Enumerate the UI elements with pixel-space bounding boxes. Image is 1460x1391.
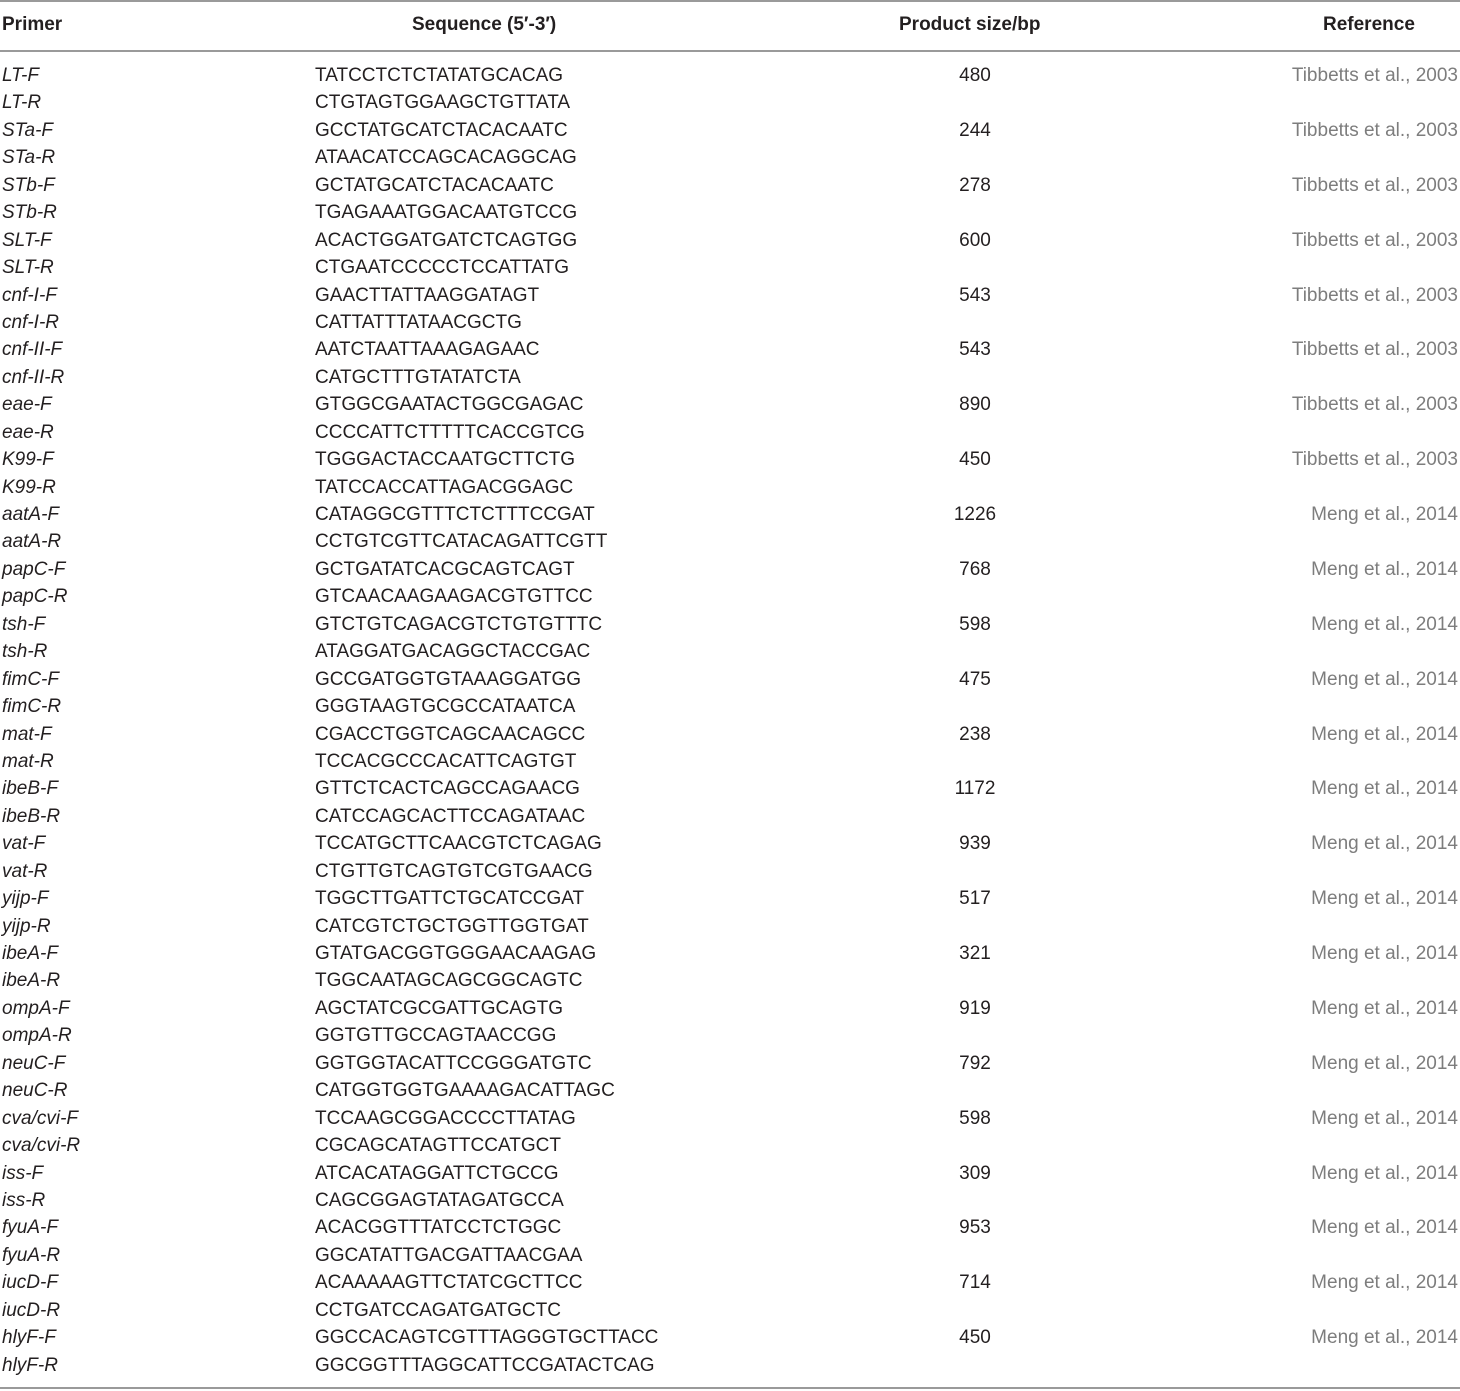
primer-cell: fimC-F xyxy=(2,668,59,690)
table-row xyxy=(0,611,1460,638)
product-size-cell: 475 xyxy=(959,668,991,690)
product-size-cell: 278 xyxy=(959,174,991,196)
product-size-cell: 517 xyxy=(959,888,991,910)
table-row xyxy=(0,172,1460,199)
primer-cell: K99-R xyxy=(2,476,56,498)
primer-cell: cnf-I-F xyxy=(2,284,57,306)
product-size-cell: 768 xyxy=(959,558,991,580)
reference-cell: Meng et al., 2014 xyxy=(1311,504,1458,525)
header-sequence: Sequence (5′-3′) xyxy=(412,14,557,35)
sequence-cell: AGCTATCGCGATTGCAGTG xyxy=(315,997,564,1019)
product-size-cell: 953 xyxy=(959,1217,991,1239)
sequence-cell: CATGCTTTGTATATCTA xyxy=(315,366,521,388)
table-row xyxy=(0,1324,1460,1351)
primer-cell: eae-F xyxy=(2,394,52,416)
primer-cell: yijp-F xyxy=(2,888,49,910)
table-row xyxy=(0,967,1460,994)
sequence-cell: ACAAAAAGTTCTATCGCTTCC xyxy=(315,1272,583,1294)
reference-cell: Meng et al., 2014 xyxy=(1311,668,1458,690)
table-row xyxy=(0,446,1460,473)
product-size-cell: 792 xyxy=(959,1052,991,1074)
primer-cell: iss-F xyxy=(2,1162,44,1184)
product-size-cell: 1172 xyxy=(954,778,996,800)
table-row xyxy=(0,1214,1460,1241)
primer-cell: SLT-F xyxy=(2,229,52,251)
product-size-cell: 598 xyxy=(959,1107,991,1129)
table-row xyxy=(0,391,1460,418)
sequence-cell: GCCGATGGTGTAAAGGATGG xyxy=(315,668,582,690)
reference-cell: Meng et al., 2014 xyxy=(1311,888,1458,910)
primer-cell: SLT-R xyxy=(2,257,54,279)
table-row xyxy=(0,748,1460,775)
table-row xyxy=(0,1352,1460,1379)
reference-cell: Tibbetts et al., 2003 xyxy=(1291,229,1458,251)
primer-cell: eae-R xyxy=(2,421,54,443)
sequence-cell: GGCGGTTTAGGCATTCCGATACTCAG xyxy=(315,1354,655,1376)
primer-cell: neuC-R xyxy=(2,1080,68,1102)
table-row xyxy=(0,1077,1460,1104)
product-size-cell: 598 xyxy=(959,613,991,635)
table-row xyxy=(0,528,1460,555)
table-row xyxy=(0,1160,1460,1187)
table-row xyxy=(0,995,1460,1022)
product-size-cell: 321 xyxy=(959,943,991,964)
table-row xyxy=(0,693,1460,720)
reference-cell: Meng et al., 2014 xyxy=(1311,1217,1458,1239)
primer-cell: fyuA-R xyxy=(2,1244,61,1266)
header-reference: Reference xyxy=(1323,14,1415,35)
primer-cell: STa-F xyxy=(2,119,54,141)
product-size-cell: 1226 xyxy=(953,504,997,525)
sequence-cell: TGAGAAATGGACAATGTCCG xyxy=(315,202,578,224)
product-size-cell: 309 xyxy=(959,1162,991,1184)
primer-cell: ibeB-F xyxy=(2,778,58,800)
product-size-cell: 939 xyxy=(959,833,991,855)
reference-cell: Tibbetts et al., 2003 xyxy=(1291,174,1458,196)
primer-cell: cva/cvi-R xyxy=(2,1135,81,1157)
sequence-cell: GCCTATGCATCTACACAATC xyxy=(315,119,568,141)
sequence-cell: ATAGGATGACAGGCTACCGAC xyxy=(315,641,591,663)
primer-cell: tsh-F xyxy=(2,613,46,635)
reference-cell: Meng et al., 2014 xyxy=(1311,943,1458,964)
sequence-cell: CTGTTGTCAGTGTCGTGAACG xyxy=(315,860,593,882)
table-row xyxy=(0,913,1460,940)
sequence-cell: TGGGACTACCAATGCTTCTG xyxy=(315,449,576,471)
sequence-cell: GCTATGCATCTACACAATC xyxy=(315,174,554,196)
primer-cell: cnf-II-R xyxy=(2,366,65,388)
sequence-cell: GTCAACAAGAAGACGTGTTCC xyxy=(315,586,593,608)
primer-cell: K99-F xyxy=(2,449,54,471)
product-size-cell: 714 xyxy=(959,1272,991,1294)
primer-cell: hlyF-R xyxy=(2,1354,58,1376)
primer-cell: mat-F xyxy=(2,723,52,745)
table-row xyxy=(0,638,1460,665)
table-row xyxy=(0,309,1460,336)
reference-cell: Tibbetts et al., 2003 xyxy=(1291,394,1458,416)
primer-cell: cva/cvi-F xyxy=(2,1107,78,1129)
reference-cell: Meng et al., 2014 xyxy=(1311,1327,1458,1349)
table-row xyxy=(0,1297,1460,1324)
sequence-cell: CTGTAGTGGAAGCTGTTATA xyxy=(315,92,571,114)
table-row xyxy=(0,803,1460,830)
primer-cell: neuC-F xyxy=(2,1052,66,1074)
header-rule xyxy=(0,50,1460,52)
table-row xyxy=(0,62,1460,89)
primer-cell: ibeB-R xyxy=(2,805,61,827)
primer-cell: STa-R xyxy=(2,147,56,169)
sequence-cell: CGACCTGGTCAGCAACAGCC xyxy=(315,723,586,745)
reference-cell: Meng et al., 2014 xyxy=(1311,1052,1458,1074)
primer-cell: papC-F xyxy=(2,558,66,580)
sequence-cell: ATAACATCCAGCACAGGCAG xyxy=(315,147,577,169)
primer-cell: iss-R xyxy=(2,1189,46,1211)
primer-cell: STb-F xyxy=(2,174,55,196)
sequence-cell: CCTGTCGTTCATACAGATTCGTT xyxy=(315,531,608,553)
table-row xyxy=(0,501,1460,528)
sequence-cell: TATCCTCTCTATATGCACAG xyxy=(315,65,564,86)
table-row xyxy=(0,775,1460,802)
table-row xyxy=(0,1050,1460,1077)
table-row xyxy=(0,1269,1460,1296)
header-product-size: Product size/bp xyxy=(899,14,1041,35)
sequence-cell: ATCACATAGGATTCTGCCG xyxy=(315,1162,559,1184)
reference-cell: Meng et al., 2014 xyxy=(1311,613,1458,635)
table-row xyxy=(0,583,1460,610)
table-row xyxy=(0,474,1460,501)
sequence-cell: ACACTGGATGATCTCAGTGG xyxy=(315,229,578,251)
reference-cell: Tibbetts et al., 2003 xyxy=(1291,119,1458,141)
table-row xyxy=(0,858,1460,885)
sequence-cell: GTTCTCACTCAGCCAGAACG xyxy=(315,778,580,800)
primer-cell: fyuA-F xyxy=(2,1217,58,1239)
sequence-cell: GGCCACAGTCGTTTAGGGTGCTTACC xyxy=(315,1327,659,1349)
sequence-cell: CCTGATCCAGATGATGCTC xyxy=(315,1299,561,1321)
reference-cell: Meng et al., 2014 xyxy=(1311,1107,1458,1129)
sequence-cell: CATCCAGCACTTCCAGATAAC xyxy=(315,805,586,827)
sequence-cell: GTGGCGAATACTGGCGAGAC xyxy=(315,394,584,416)
primer-cell: tsh-R xyxy=(2,641,48,663)
product-size-cell: 919 xyxy=(959,997,991,1019)
table-row xyxy=(0,1132,1460,1159)
reference-cell: Meng et al., 2014 xyxy=(1311,1272,1458,1294)
product-size-cell: 890 xyxy=(959,394,991,416)
primer-cell: ibeA-F xyxy=(2,943,58,964)
table-row xyxy=(0,1242,1460,1269)
primer-cell: aatA-R xyxy=(2,531,62,553)
primer-cell: cnf-II-F xyxy=(2,339,63,361)
primer-cell: iucD-F xyxy=(2,1272,58,1294)
sequence-cell: GCTGATATCACGCAGTCAGT xyxy=(315,558,575,580)
reference-cell: Meng et al., 2014 xyxy=(1311,833,1458,855)
table-row xyxy=(0,1022,1460,1049)
reference-cell: Meng et al., 2014 xyxy=(1311,1162,1458,1184)
reference-cell: Tibbetts et al., 2003 xyxy=(1291,65,1458,86)
table-row xyxy=(0,830,1460,857)
product-size-cell: 543 xyxy=(959,339,991,361)
sequence-cell: CAGCGGAGTATAGATGCCA xyxy=(315,1189,564,1211)
table-row xyxy=(0,254,1460,281)
table-row xyxy=(0,117,1460,144)
table-row xyxy=(0,1187,1460,1214)
table-body xyxy=(0,62,1460,1379)
primer-cell: ompA-R xyxy=(2,1025,72,1047)
product-size-cell: 450 xyxy=(959,1327,991,1349)
table-row xyxy=(0,721,1460,748)
reference-cell: Meng et al., 2014 xyxy=(1311,778,1458,800)
sequence-cell: CTGAATCCCCCTCCATTATG xyxy=(315,257,570,279)
sequence-cell: TATCCACCATTAGACGGAGC xyxy=(315,476,574,498)
primer-cell: vat-F xyxy=(2,833,46,855)
reference-cell: Tibbetts et al., 2003 xyxy=(1291,339,1458,361)
sequence-cell: CGCAGCATAGTTCCATGCT xyxy=(315,1135,561,1157)
sequence-cell: GGCATATTGACGATTAACGAA xyxy=(315,1244,583,1266)
primer-cell: hlyF-F xyxy=(2,1327,56,1349)
primer-cell: yijp-R xyxy=(2,915,51,937)
table-top-rule xyxy=(0,0,1460,2)
sequence-cell: GGGTAAGTGCGCCATAATCA xyxy=(315,696,576,718)
reference-cell: Tibbetts et al., 2003 xyxy=(1291,449,1458,471)
table-row xyxy=(0,282,1460,309)
sequence-cell: CATAGGCGTTTCTCTTTCCGAT xyxy=(315,504,595,525)
sequence-cell: CATGGTGGTGAAAAGACATTAGC xyxy=(315,1080,615,1102)
sequence-cell: GTCTGTCAGACGTCTGTGTTTC xyxy=(315,613,603,635)
reference-cell: Tibbetts et al., 2003 xyxy=(1291,284,1458,306)
sequence-cell: CATCGTCTGCTGGTTGGTGAT xyxy=(315,915,589,937)
primer-cell: LT-R xyxy=(2,92,42,114)
table-row xyxy=(0,1105,1460,1132)
primer-cell: papC-R xyxy=(2,586,68,608)
table-row xyxy=(0,940,1460,967)
product-size-cell: 244 xyxy=(959,119,991,141)
product-size-cell: 543 xyxy=(959,284,991,306)
sequence-cell: TCCACGCCCACATTCAGTGT xyxy=(315,750,577,772)
sequence-cell: GGTGTTGCCAGTAACCGG xyxy=(315,1025,557,1047)
sequence-cell: TCCAAGCGGACCCCTTATAG xyxy=(315,1107,576,1129)
reference-cell: Meng et al., 2014 xyxy=(1311,997,1458,1019)
table-row xyxy=(0,336,1460,363)
sequence-cell: ACACGGTTTATCCTCTGGC xyxy=(315,1217,562,1239)
primer-cell: vat-R xyxy=(2,860,48,882)
table-bottom-rule xyxy=(0,1387,1460,1389)
sequence-cell: TCCATGCTTCAACGTCTCAGAG xyxy=(315,833,602,855)
sequence-cell: GAACTTATTAAGGATAGT xyxy=(315,284,540,306)
sequence-cell: CCCCATTCTTTTTCACCGTCG xyxy=(315,421,585,443)
sequence-cell: GTATGACGGTGGGAACAAGAG xyxy=(315,943,597,964)
product-size-cell: 450 xyxy=(959,449,991,471)
table-row xyxy=(0,144,1460,171)
primer-cell: fimC-R xyxy=(2,696,62,718)
sequence-cell: GGTGGTACATTCCGGGATGTC xyxy=(315,1052,592,1074)
table-row xyxy=(0,199,1460,226)
primer-cell: STb-R xyxy=(2,202,57,224)
table-row xyxy=(0,556,1460,583)
header-primer: Primer xyxy=(2,14,63,35)
sequence-cell: TGGCTTGATTCTGCATCCGAT xyxy=(315,888,585,910)
primer-cell: iucD-R xyxy=(2,1299,61,1321)
product-size-cell: 238 xyxy=(959,723,991,745)
product-size-cell: 480 xyxy=(959,65,991,86)
product-size-cell: 600 xyxy=(959,229,991,251)
sequence-cell: AATCTAATTAAAGAGAAC xyxy=(315,339,540,361)
primer-cell: LT-F xyxy=(2,65,39,86)
primer-cell: aatA-F xyxy=(2,504,60,525)
primer-cell: cnf-I-R xyxy=(2,311,59,333)
table-row xyxy=(0,666,1460,693)
reference-cell: Meng et al., 2014 xyxy=(1311,558,1458,580)
table-row xyxy=(0,364,1460,391)
primer-cell: ompA-F xyxy=(2,997,70,1019)
primer-cell: ibeA-R xyxy=(2,970,61,992)
sequence-cell: CATTATTTATAACGCTG xyxy=(315,311,522,333)
table-row xyxy=(0,419,1460,446)
table-row xyxy=(0,885,1460,912)
primer-cell: mat-R xyxy=(2,750,54,772)
table-row xyxy=(0,89,1460,116)
reference-cell: Meng et al., 2014 xyxy=(1311,723,1458,745)
sequence-cell: TGGCAATAGCAGCGGCAGTC xyxy=(315,970,583,992)
table-row xyxy=(0,227,1460,254)
